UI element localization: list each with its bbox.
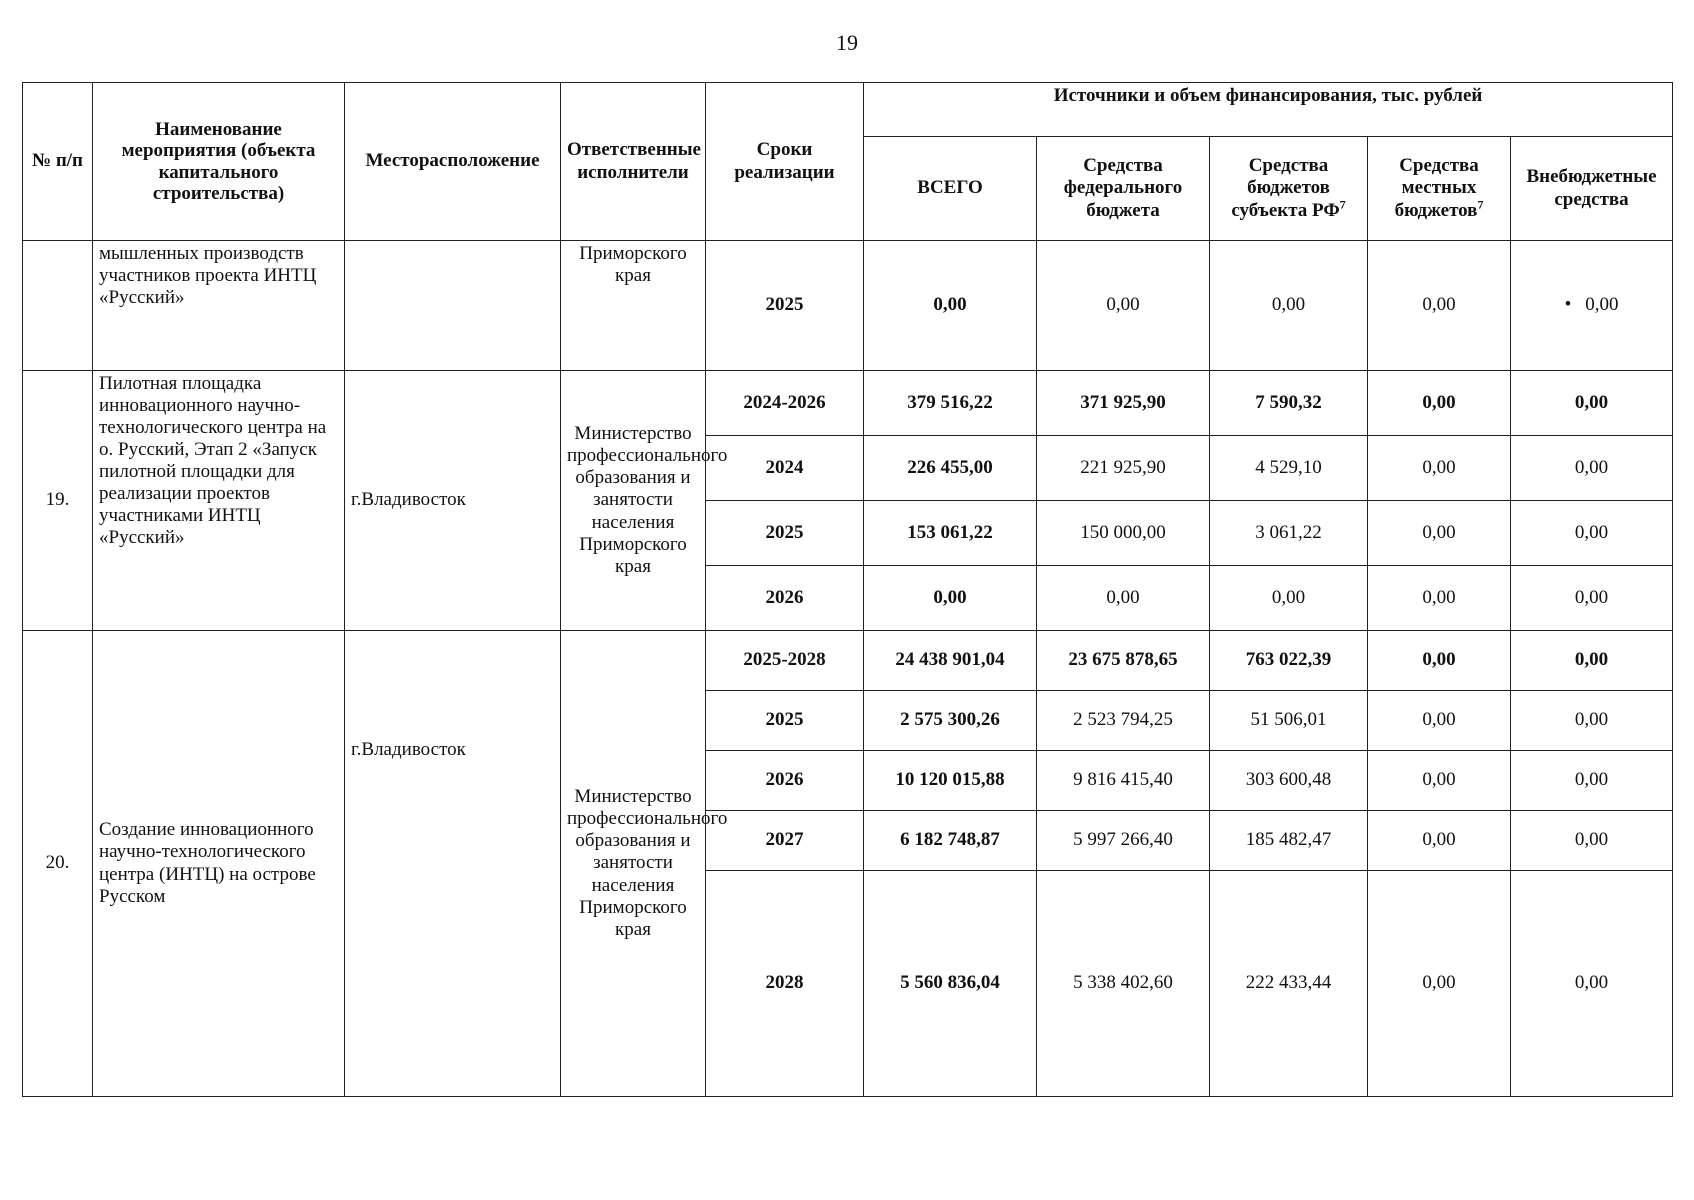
cont-period: 2025 xyxy=(706,241,864,371)
item19-extra: 0,00 xyxy=(1511,436,1673,501)
header-regional xyxy=(1210,137,1368,241)
item20-federal: 5 997 266,40 xyxy=(1037,811,1210,871)
item20-period: 2026 xyxy=(706,751,864,811)
item19-extra: 0,00 xyxy=(1511,371,1673,436)
item19-extra: 0,00 xyxy=(1511,501,1673,566)
header-local-text: Средства местных бюджетов xyxy=(1394,155,1479,221)
item19-total: 153 061,22 xyxy=(864,501,1037,566)
cont-num xyxy=(23,241,93,371)
item19-local: 0,00 xyxy=(1368,501,1511,566)
cont-name: мышленных производств участников проекта ИНТЦ «Русский» xyxy=(93,241,345,371)
cont-extra-value: 0,00 xyxy=(1585,294,1619,316)
cont-extra-mark: • xyxy=(1564,294,1572,316)
page-number: 19 xyxy=(836,30,858,55)
item20-total: 24 438 901,04 xyxy=(864,631,1037,691)
item19-name: Пилотная площадка инновационного научно-технологического центра на о. Русский, Этап 2 «Запуск пилотной площадки для реализации проектов участниками ИНТЦ «Русский» xyxy=(93,371,345,631)
item20-period: 2027 xyxy=(706,811,864,871)
cont-extra xyxy=(1511,241,1673,371)
item19-period: 2024-2026 xyxy=(706,371,864,436)
item20-local: 0,00 xyxy=(1368,691,1511,751)
header-extra: Внебюджетные средства xyxy=(1511,137,1673,241)
item20-federal: 23 675 878,65 xyxy=(1037,631,1210,691)
item20-extra: 0,00 xyxy=(1511,811,1673,871)
item19-period: 2026 xyxy=(706,566,864,631)
item19-regional: 4 529,10 xyxy=(1210,436,1368,501)
item19-regional: 7 590,32 xyxy=(1210,371,1368,436)
cont-local: 0,00 xyxy=(1368,241,1511,371)
item19-responsible: Министерство профессионального образования и занятости населения Приморского края xyxy=(561,371,706,631)
item20-regional: 222 433,44 xyxy=(1210,871,1368,1097)
item20-federal: 2 523 794,25 xyxy=(1037,691,1210,751)
item19-local: 0,00 xyxy=(1368,436,1511,501)
item19-local: 0,00 xyxy=(1368,566,1511,631)
item20-total: 10 120 015,88 xyxy=(864,751,1037,811)
header-total: ВСЕГО xyxy=(864,137,1037,241)
item20-local: 0,00 xyxy=(1368,751,1511,811)
cont-location xyxy=(345,241,561,371)
table-row xyxy=(23,371,1673,436)
header-responsible: Ответственные исполнители xyxy=(561,83,706,241)
item20-extra: 0,00 xyxy=(1511,871,1673,1097)
item19-regional: 0,00 xyxy=(1210,566,1368,631)
header-location: Месторасположение xyxy=(345,83,561,241)
table-row xyxy=(23,241,1673,371)
header-row-1 xyxy=(23,83,1673,137)
header-name: Наименование мероприятия (объекта капитального строительства) xyxy=(93,83,345,241)
header-regional-text: Средства бюджетов субъекта РФ xyxy=(1231,155,1340,221)
table-row xyxy=(23,631,1673,691)
item19-total: 379 516,22 xyxy=(864,371,1037,436)
item19-federal: 221 925,90 xyxy=(1037,436,1210,501)
item20-extra: 0,00 xyxy=(1511,691,1673,751)
item19-regional: 3 061,22 xyxy=(1210,501,1368,566)
item20-regional: 185 482,47 xyxy=(1210,811,1368,871)
item20-local: 0,00 xyxy=(1368,631,1511,691)
header-regional-footnote: 7 xyxy=(1339,197,1346,212)
item20-period: 2025 xyxy=(706,691,864,751)
header-local-footnote: 7 xyxy=(1477,197,1484,212)
cont-responsible: Приморского края xyxy=(561,241,706,371)
item20-extra: 0,00 xyxy=(1511,751,1673,811)
item20-period: 2025-2028 xyxy=(706,631,864,691)
item20-regional: 51 506,01 xyxy=(1210,691,1368,751)
item19-num: 19. xyxy=(23,371,93,631)
item19-location: г.Владивосток xyxy=(345,371,561,631)
item19-federal: 150 000,00 xyxy=(1037,501,1210,566)
item19-local: 0,00 xyxy=(1368,371,1511,436)
header-sources-title: Источники и объем финансирования, тыс. рублей xyxy=(864,83,1673,137)
cont-total: 0,00 xyxy=(864,241,1037,371)
item20-federal: 9 816 415,40 xyxy=(1037,751,1210,811)
header-federal: Средства федерального бюджета xyxy=(1037,137,1210,241)
cont-regional: 0,00 xyxy=(1210,241,1368,371)
header-period: Сроки реализации xyxy=(706,83,864,241)
item20-extra: 0,00 xyxy=(1511,631,1673,691)
item20-location: г.Владивосток xyxy=(345,631,561,1097)
financing-table xyxy=(22,82,1673,1097)
item20-name: Создание инновационного научно-технологического центра (ИНТЦ) на острове Русском xyxy=(93,631,345,1097)
item19-period: 2024 xyxy=(706,436,864,501)
header-local xyxy=(1368,137,1511,241)
item19-federal: 371 925,90 xyxy=(1037,371,1210,436)
item20-total: 2 575 300,26 xyxy=(864,691,1037,751)
item20-num: 20. xyxy=(23,631,93,1097)
item19-total: 226 455,00 xyxy=(864,436,1037,501)
item20-federal: 5 338 402,60 xyxy=(1037,871,1210,1097)
item19-total: 0,00 xyxy=(864,566,1037,631)
item20-total: 6 182 748,87 xyxy=(864,811,1037,871)
item19-federal: 0,00 xyxy=(1037,566,1210,631)
cont-federal: 0,00 xyxy=(1037,241,1210,371)
item20-regional: 763 022,39 xyxy=(1210,631,1368,691)
item20-total: 5 560 836,04 xyxy=(864,871,1037,1097)
item20-regional: 303 600,48 xyxy=(1210,751,1368,811)
item20-local: 0,00 xyxy=(1368,871,1511,1097)
item20-period: 2028 xyxy=(706,871,864,1097)
item20-responsible: Министерство профессионального образования и занятости населения Приморского края xyxy=(561,631,706,1097)
header-num: № п/п xyxy=(23,83,93,241)
item20-local: 0,00 xyxy=(1368,811,1511,871)
item19-period: 2025 xyxy=(706,501,864,566)
item19-extra: 0,00 xyxy=(1511,566,1673,631)
